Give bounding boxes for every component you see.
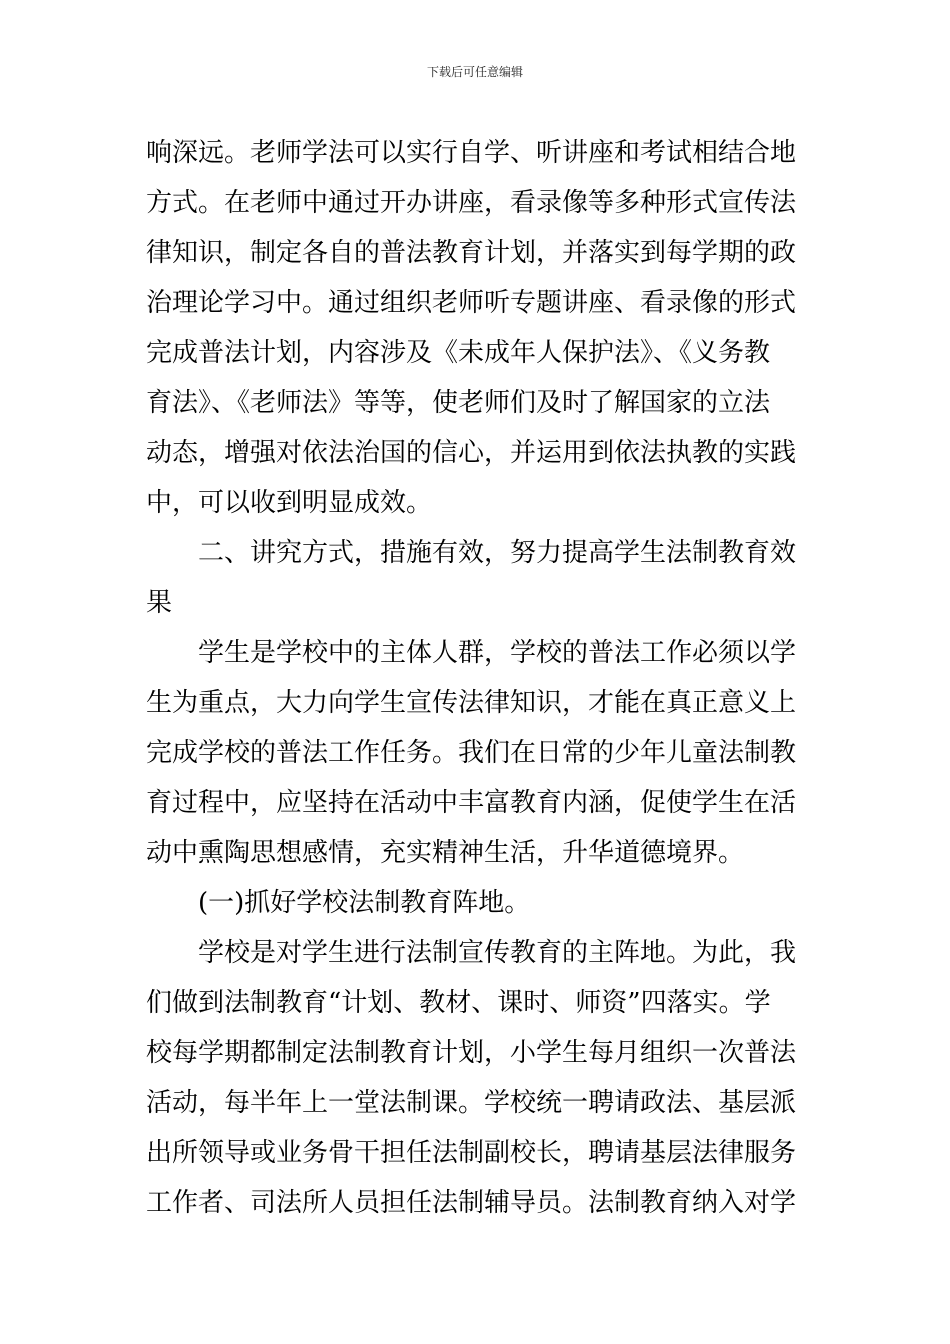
text-line: 完成学校的普法工作任务。我们在日常的少年儿童法制教 [146,738,797,768]
text-line: 工作者、司法所人员担任法制辅导员。法制教育纳入对学 [146,1188,797,1218]
section-heading: 二、讲究方式，措施有效，努力提高学生法制教育效 [198,538,797,568]
text-line: 完成普法计划，内容涉及《未成年人保护法》、《义务教 [146,338,771,368]
text-line: 方式。在老师中通过开办讲座，看录像等多种形式宣传法 [146,188,797,218]
text-line: 动中熏陶思想感情，充实精神生活，升华道德境界。 [146,838,745,868]
text-line: 中，可以收到明显成效。 [146,488,433,518]
text-line: 校每学期都制定法制教育计划，小学生每月组织一次普法 [146,1038,797,1068]
text-line: 出所领导或业务骨干担任法制副校长，聘请基层法律服务 [146,1138,797,1168]
text-line: 学校是对学生进行法制宣传教育的主阵地。为此，我 [198,938,797,968]
section-heading-continued: 果 [146,588,173,618]
text-line: 响深远。老师学法可以实行自学、听讲座和考试相结合地 [146,138,797,168]
page-header: 下载后可任意编辑 [426,65,523,79]
text-line: 动态，增强对依法治国的信心，并运用到依法执教的实践 [146,438,797,468]
text-line: 生为重点，大力向学生宣传法律知识，才能在真正意义上 [146,688,797,718]
subsection-heading: (一)抓好学校法制教育阵地。 [198,888,531,918]
text-line: 律知识，制定各自的普法教育计划，并落实到每学期的政 [146,238,797,268]
text-line: 育过程中，应坚持在活动中丰富教育内涵，促使学生在活 [146,788,797,818]
text-line: 们做到法制教育“计划、教材、课时、师资”四落实。学 [146,988,771,1018]
text-line: 学生是学校中的主体人群，学校的普法工作必须以学 [198,638,797,668]
text-line: 育法》、《老师法》等等，使老师们及时了解国家的立法 [146,388,771,418]
body-text [146,128,806,1228]
text-line: 治理论学习中。通过组织老师听专题讲座、看录像的形式 [146,288,797,318]
text-line: 活动，每半年上一堂法制课。学校统一聘请政法、基层派 [146,1088,797,1118]
